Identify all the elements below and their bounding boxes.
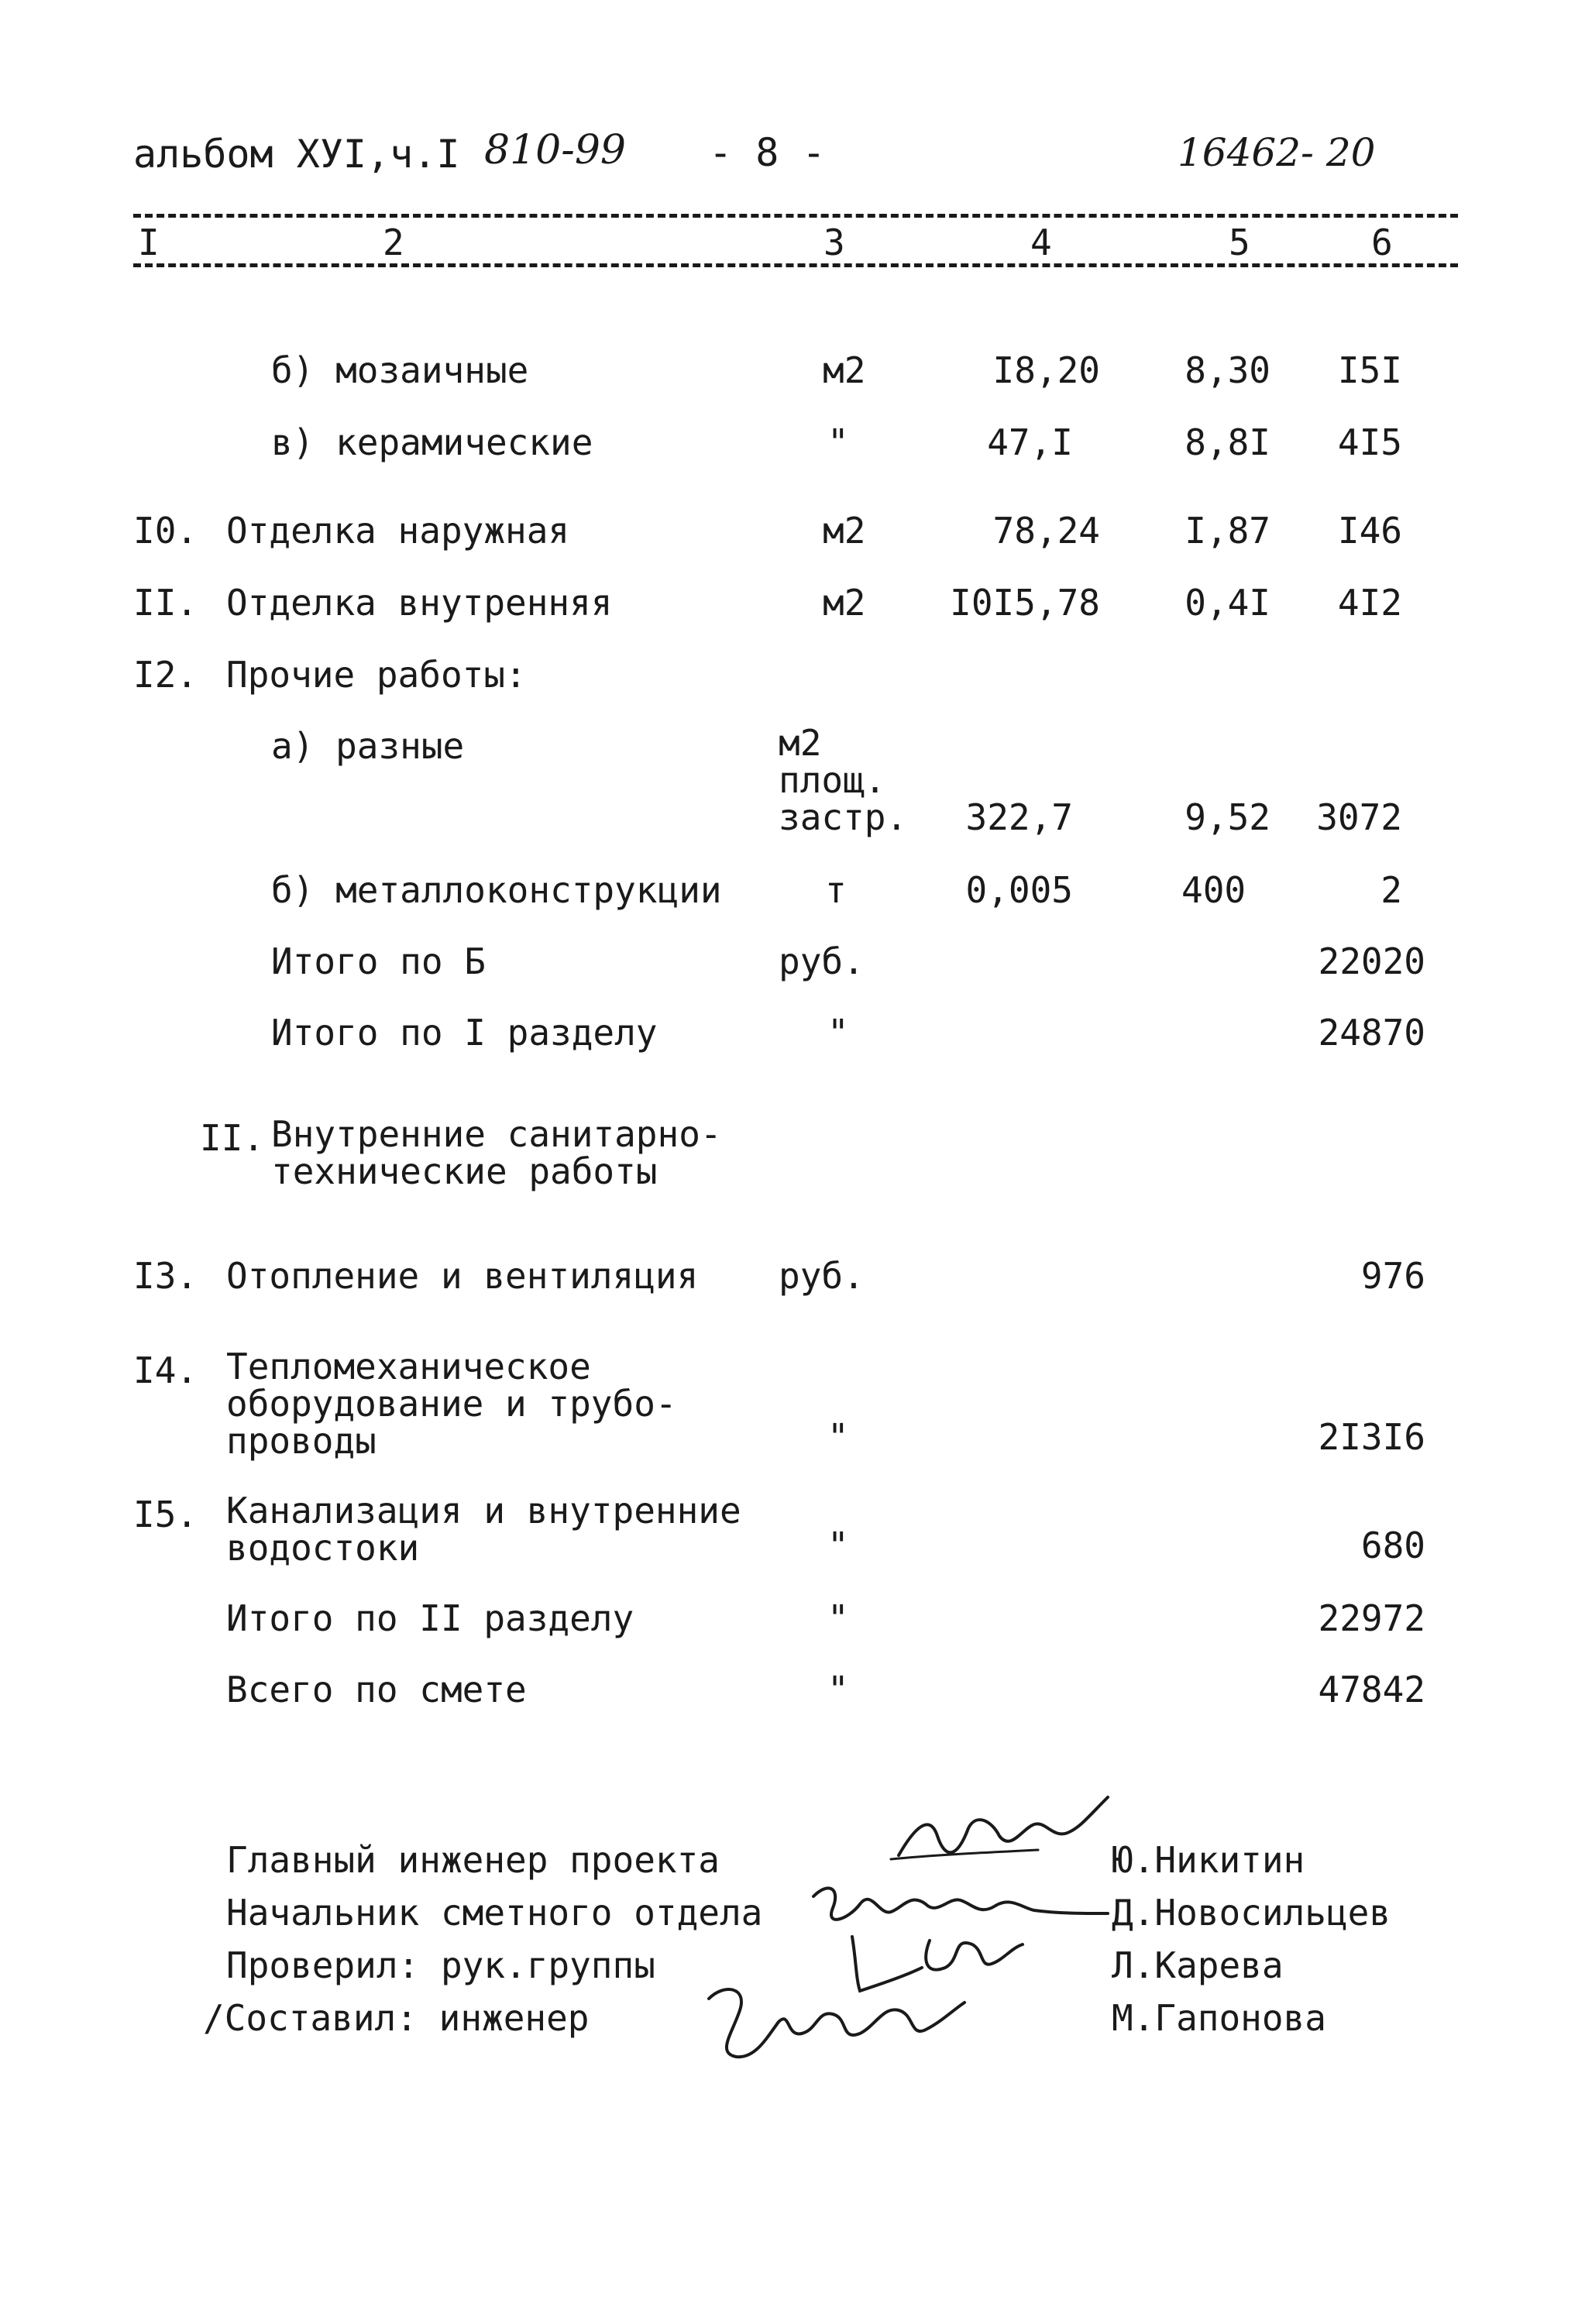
header-rule-bottom [133, 263, 1458, 267]
row-name: Канализация и внутренние водостоки [226, 1490, 741, 1569]
row-name: Итого по Б [271, 940, 486, 982]
row-number: I0. [133, 510, 198, 552]
row-unit: м2 [823, 510, 866, 552]
row-total: 2 [1381, 869, 1402, 911]
row-qty: 78,24 [992, 510, 1100, 552]
row-total: 680 [1360, 1525, 1425, 1566]
row-price: 9,52 [1185, 796, 1271, 838]
row-number: I5. [133, 1494, 198, 1535]
col-header-2: 2 [383, 222, 404, 263]
signature-role: Начальник сметного отдела [226, 1892, 763, 1934]
row-unit: м2 [823, 349, 866, 391]
row-unit: руб. [779, 1255, 865, 1297]
document-number: 16462- 20 [1178, 130, 1376, 175]
signature-name: Л.Карева [1112, 1944, 1284, 1986]
row-unit: " [827, 1597, 849, 1639]
signature-name: Ю.Никитин [1112, 1839, 1305, 1881]
row-number: I4. [133, 1349, 198, 1391]
row-name: Отделка наружная [226, 510, 570, 552]
album-label: альбом ХУI,ч.I [133, 132, 460, 177]
row-total: 47842 [1318, 1669, 1425, 1710]
row-qty: 47,I [987, 421, 1073, 463]
col-header-1: I [138, 222, 160, 263]
row-number: I3. [133, 1255, 198, 1297]
row-price: 0,4I [1185, 582, 1271, 624]
page-number: - 8 - [709, 130, 826, 175]
signature-role: Проверил: рук.группы [226, 1944, 655, 1986]
row-name: Тепломеханическое оборудование и трубо- проводы [226, 1346, 677, 1462]
row-total: 24870 [1318, 1012, 1425, 1054]
col-header-5: 5 [1229, 222, 1250, 263]
row-total: 22972 [1318, 1597, 1425, 1639]
row-total: 976 [1360, 1255, 1425, 1297]
row-unit: м2 площ. застр. [779, 722, 908, 838]
row-unit: руб. [779, 940, 865, 982]
row-total: 4I2 [1337, 582, 1402, 624]
row-name: б) металлоконструкции [271, 869, 722, 911]
row-name: Всего по смете [226, 1669, 527, 1710]
signature-role: Главный инженер проекта [226, 1839, 720, 1881]
row-name: а) разные [271, 725, 465, 767]
row-price: 8,30 [1185, 349, 1271, 391]
handwritten-signature-1 [883, 1782, 1131, 1882]
row-unit: " [827, 421, 849, 463]
row-price: I,87 [1185, 510, 1271, 552]
row-qty: 322,7 [965, 796, 1073, 838]
signature-name: Д.Новосильцев [1112, 1892, 1391, 1934]
album-code: 810-99 [484, 127, 626, 174]
row-unit: " [827, 1012, 849, 1054]
row-total: I46 [1337, 510, 1402, 552]
row-total: I5I [1337, 349, 1402, 391]
header-rule-top [133, 214, 1458, 218]
row-name: Прочие работы: [226, 654, 527, 696]
row-total: 3072 [1316, 796, 1402, 838]
row-qty: 0,005 [965, 869, 1073, 911]
row-unit: " [827, 1669, 849, 1710]
signature-role: /Составил: инженер [203, 1997, 590, 2039]
row-number: II. [133, 582, 198, 624]
row-total: 2I3I6 [1318, 1416, 1425, 1458]
row-name: Отделка внутренняя [226, 582, 613, 624]
row-unit: м2 [823, 582, 866, 624]
row-qty: I8,20 [992, 349, 1100, 391]
row-qty: I0I5,78 [950, 582, 1100, 624]
col-header-4: 4 [1030, 222, 1052, 263]
row-price: 400 [1181, 869, 1246, 911]
row-name: в) керамические [271, 421, 593, 463]
row-total: 22020 [1318, 940, 1425, 982]
row-name: Итого по I разделу [271, 1012, 658, 1054]
section-number: II. [200, 1117, 265, 1159]
row-name: б) мозаичные [271, 349, 529, 391]
row-total: 4I5 [1337, 421, 1402, 463]
handwritten-signature-4 [693, 1968, 972, 2076]
col-header-6: 6 [1371, 222, 1393, 263]
section-title: Внутренние санитарно- технические работы [271, 1113, 722, 1192]
row-number: I2. [133, 654, 198, 696]
row-name: Отопление и вентиляция [226, 1255, 699, 1297]
row-name: Итого по II разделу [226, 1597, 634, 1639]
signature-name: М.Гапонова [1112, 1997, 1326, 2039]
row-unit: " [827, 1416, 849, 1458]
row-unit: т [825, 869, 847, 911]
row-unit: " [827, 1525, 849, 1566]
row-price: 8,8I [1185, 421, 1271, 463]
col-header-3: 3 [824, 222, 845, 263]
